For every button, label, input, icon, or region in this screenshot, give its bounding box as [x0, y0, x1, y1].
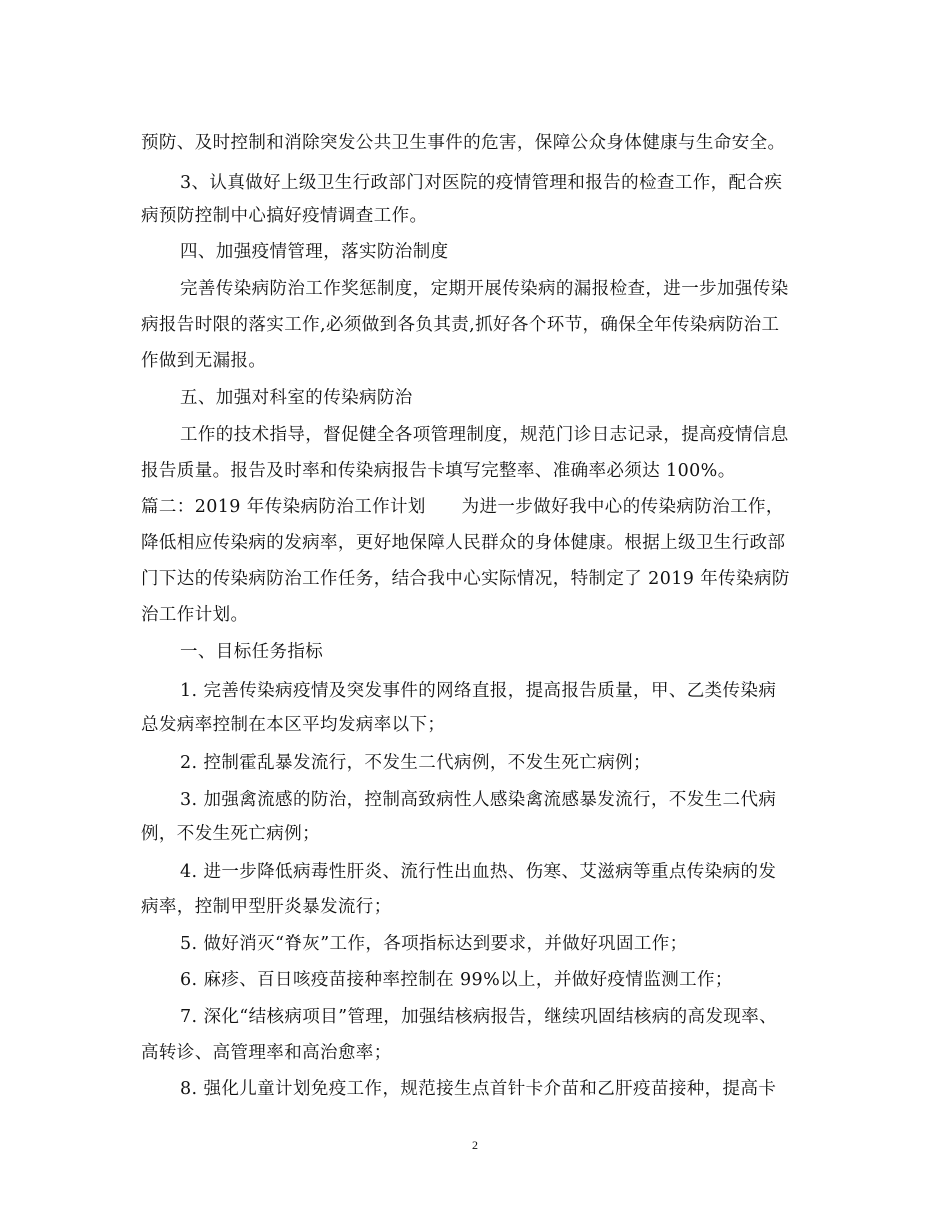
paragraph-line: 完善传染病防治工作奖惩制度，定期开展传染病的漏报检查，进一步加强传染 [180, 279, 789, 299]
list-item: 3. 加强禽流感的防治，控制高致病性人感染禽流感暴发流行，不发生二代病 [180, 790, 777, 810]
section-heading: 五、加强对科室的传染病防治 [180, 388, 413, 408]
list-item: 5. 做好消灭“脊灰”工作，各项指标达到要求，并做好巩固工作； [180, 934, 688, 954]
article-heading-line: 篇二：2019 年传染病防治工作计划 为进一步做好我中心的传染病防治工作， [141, 497, 784, 517]
paragraph-line: 降低相应传染病的发病率，更好地保障人民群众的身体健康。根据上级卫生行政部 [141, 533, 786, 553]
list-item-continuation: 例，不发生死亡病例； [141, 824, 320, 844]
list-item: 7. 深化“结核病项目”管理，加强结核病报告，继续巩固结核病的高发现率、 [180, 1007, 778, 1027]
section-heading: 一、目标任务指标 [180, 642, 324, 662]
list-item: 6. 麻疹、百日咳疫苗接种率控制在 99%以上，并做好疫情监测工作； [180, 970, 733, 990]
list-item-continuation: 总发病率控制在本区平均发病率以下； [141, 715, 446, 735]
list-item: 8. 强化儿童计划免疫工作，规范接生点首针卡介苗和乙肝疫苗接种，提高卡 [180, 1079, 777, 1099]
list-item: 4. 进一步降低病毒性肝炎、流行性出血热、伤寒、艾滋病等重点传染病的发 [180, 862, 777, 882]
paragraph-line: 病报告时限的落实工作,必须做到各负其责,抓好各个环节，确保全年传染病防治工 [141, 315, 780, 335]
paragraph-line: 治工作计划。 [141, 605, 249, 625]
list-item: 2. 控制霍乱暴发流行，不发生二代病例，不发生死亡病例； [180, 753, 651, 773]
list-item-continuation: 高转诊、高管理率和高治愈率； [141, 1043, 392, 1063]
paragraph-line: 病预防控制中心搞好疫情调查工作。 [141, 206, 428, 226]
paragraph-line: 作做到无漏报。 [141, 351, 267, 371]
section-heading: 四、加强疫情管理，落实防治制度 [180, 242, 449, 262]
paragraph-line: 预防、及时控制和消除突发公共卫生事件的危害，保障公众身体健康与生命安全。 [141, 133, 786, 153]
paragraph-line: 报告质量。报告及时率和传染病报告卡填写完整率、准确率必须达 100%。 [141, 461, 736, 481]
list-item-continuation: 病率，控制甲型肝炎暴发流行； [141, 897, 392, 917]
paragraph-line: 门下达的传染病防治工作任务，结合我中心实际情况，特制定了 2019 年传染病防 [141, 569, 790, 589]
paragraph-line: 工作的技术指导，督促健全各项管理制度，规范门诊日志记录，提高疫情信息 [180, 425, 789, 445]
list-item: 1. 完善传染病疫情及突发事件的网络直报，提高报告质量，甲、乙类传染病 [180, 681, 777, 701]
page-number: 2 [472, 1138, 478, 1152]
paragraph-line: 3、认真做好上级卫生行政部门对医院的疫情管理和报告的检查工作，配合疾 [180, 173, 783, 193]
